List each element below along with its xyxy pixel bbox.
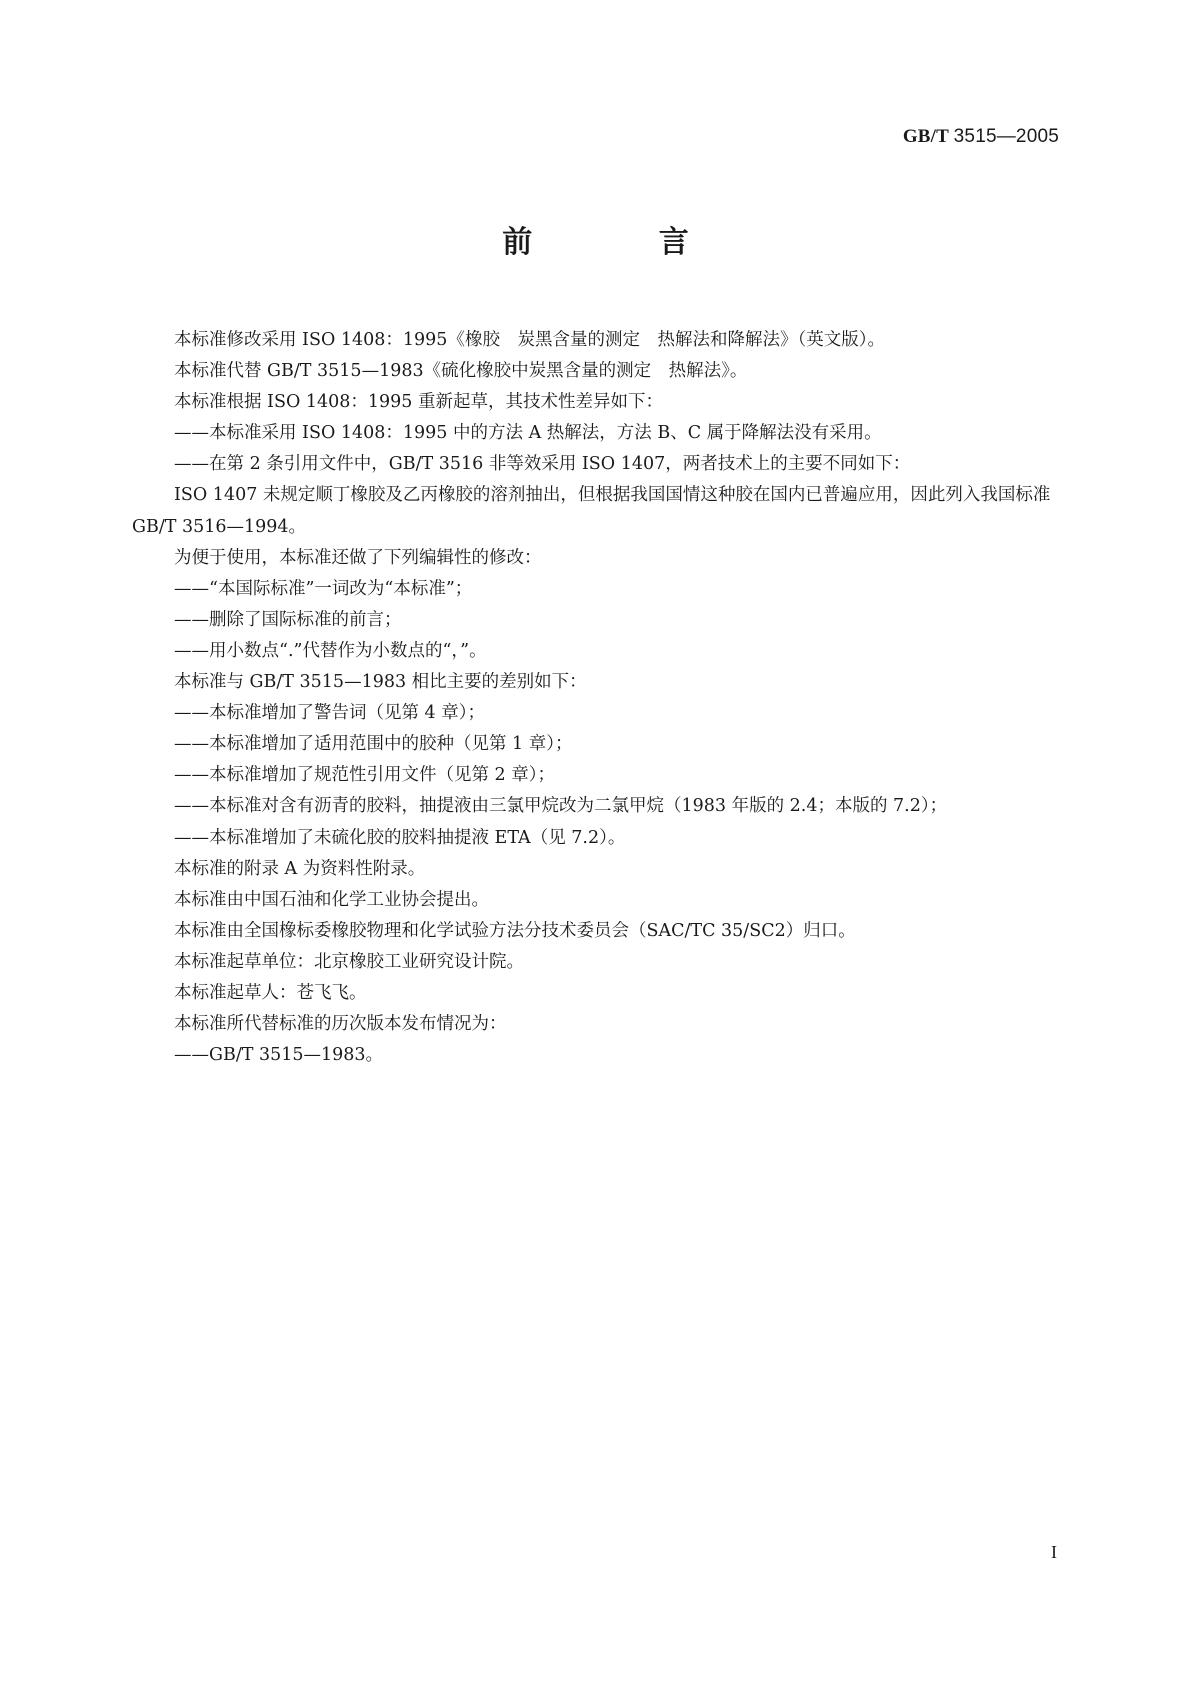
list-item: ——本标准对含有沥青的胶料，抽提液由三氯甲烷改为二氯甲烷（1983 年版的 2.4；本版的 7.2）； bbox=[174, 796, 948, 817]
standard-code-prefix: GB/T bbox=[902, 126, 949, 147]
standard-code bbox=[903, 126, 1059, 148]
list-item: ——GB/T 3515—1983。 bbox=[174, 1045, 384, 1066]
paragraph-drafting-unit: 本标准起草单位：北京橡胶工业研究设计院。 bbox=[174, 951, 524, 972]
list-item: ——本标准增加了未硫化胶的胶料抽提液 ETA（见 7.2）。 bbox=[174, 827, 626, 848]
list-item: ——“本国际标准”一词改为“本标准”； bbox=[174, 578, 473, 599]
list-item: ——本标准采用 ISO 1408：1995 中的方法 A 热解法，方法 B、C 属于降解法没有采用。 bbox=[174, 423, 882, 444]
list-item: ——删除了国际标准的前言； bbox=[174, 609, 402, 630]
list-item: ——本标准增加了适用范围中的胶种（见第 1 章）； bbox=[174, 734, 573, 755]
list-item: ——用小数点“.”代替作为小数点的“，”。 bbox=[174, 640, 487, 661]
paragraph-adoption: 本标准修改采用 ISO 1408：1995《橡胶 炭黑含量的测定 热解法和降解法》（英文版）。 bbox=[174, 330, 885, 350]
page-number: I bbox=[1051, 1542, 1057, 1562]
paragraph-iso1407-note: ISO 1407 未规定顺丁橡胶及乙丙橡胶的溶剂抽出，但根据我国国情这种胶在国内已普遍应用，因此列入我国标准 GB/T 3516—1994。 bbox=[132, 485, 1051, 537]
list-item: ——本标准增加了警告词（见第 4 章）； bbox=[174, 703, 486, 724]
paragraph-drafters: 本标准起草人：苍飞飞。 bbox=[174, 982, 367, 1003]
paragraph-previous-editions: 本标准所代替标准的历次版本发布情况为： bbox=[174, 1014, 507, 1035]
paragraph-proposed-by: 本标准由中国石油和化学工业协会提出。 bbox=[174, 889, 489, 910]
paragraph-main-differences: 本标准与 GB/T 3515—1983 相比主要的差别如下： bbox=[174, 672, 587, 693]
paragraph-replaces: 本标准代替 GB/T 3515—1983《硫化橡胶中炭黑含量的测定 热解法》。 bbox=[174, 361, 748, 382]
paragraph-under-jurisdiction: 本标准由全国橡标委橡胶物理和化学试验方法分技术委员会（SAC/TC 35/SC2）归口。 bbox=[174, 920, 856, 941]
foreword-body bbox=[132, 325, 1060, 1071]
paragraph-editorial-changes: 为便于使用，本标准还做了下列编辑性的修改： bbox=[174, 547, 542, 568]
page-title: 前 言 bbox=[502, 225, 747, 260]
standard-code-number: 3515—2005 bbox=[953, 126, 1059, 147]
paragraph-appendix: 本标准的附录 A 为资料性附录。 bbox=[174, 858, 426, 879]
paragraph-technical-differences: 本标准根据 ISO 1408：1995 重新起草，其技术性差异如下： bbox=[174, 392, 664, 413]
list-item: ——在第 2 条引用文件中，GB/T 3516 非等效采用 ISO 1407，两者技术上的主要不同如下： bbox=[174, 454, 911, 475]
list-item: ——本标准增加了规范性引用文件（见第 2 章）； bbox=[174, 765, 556, 786]
